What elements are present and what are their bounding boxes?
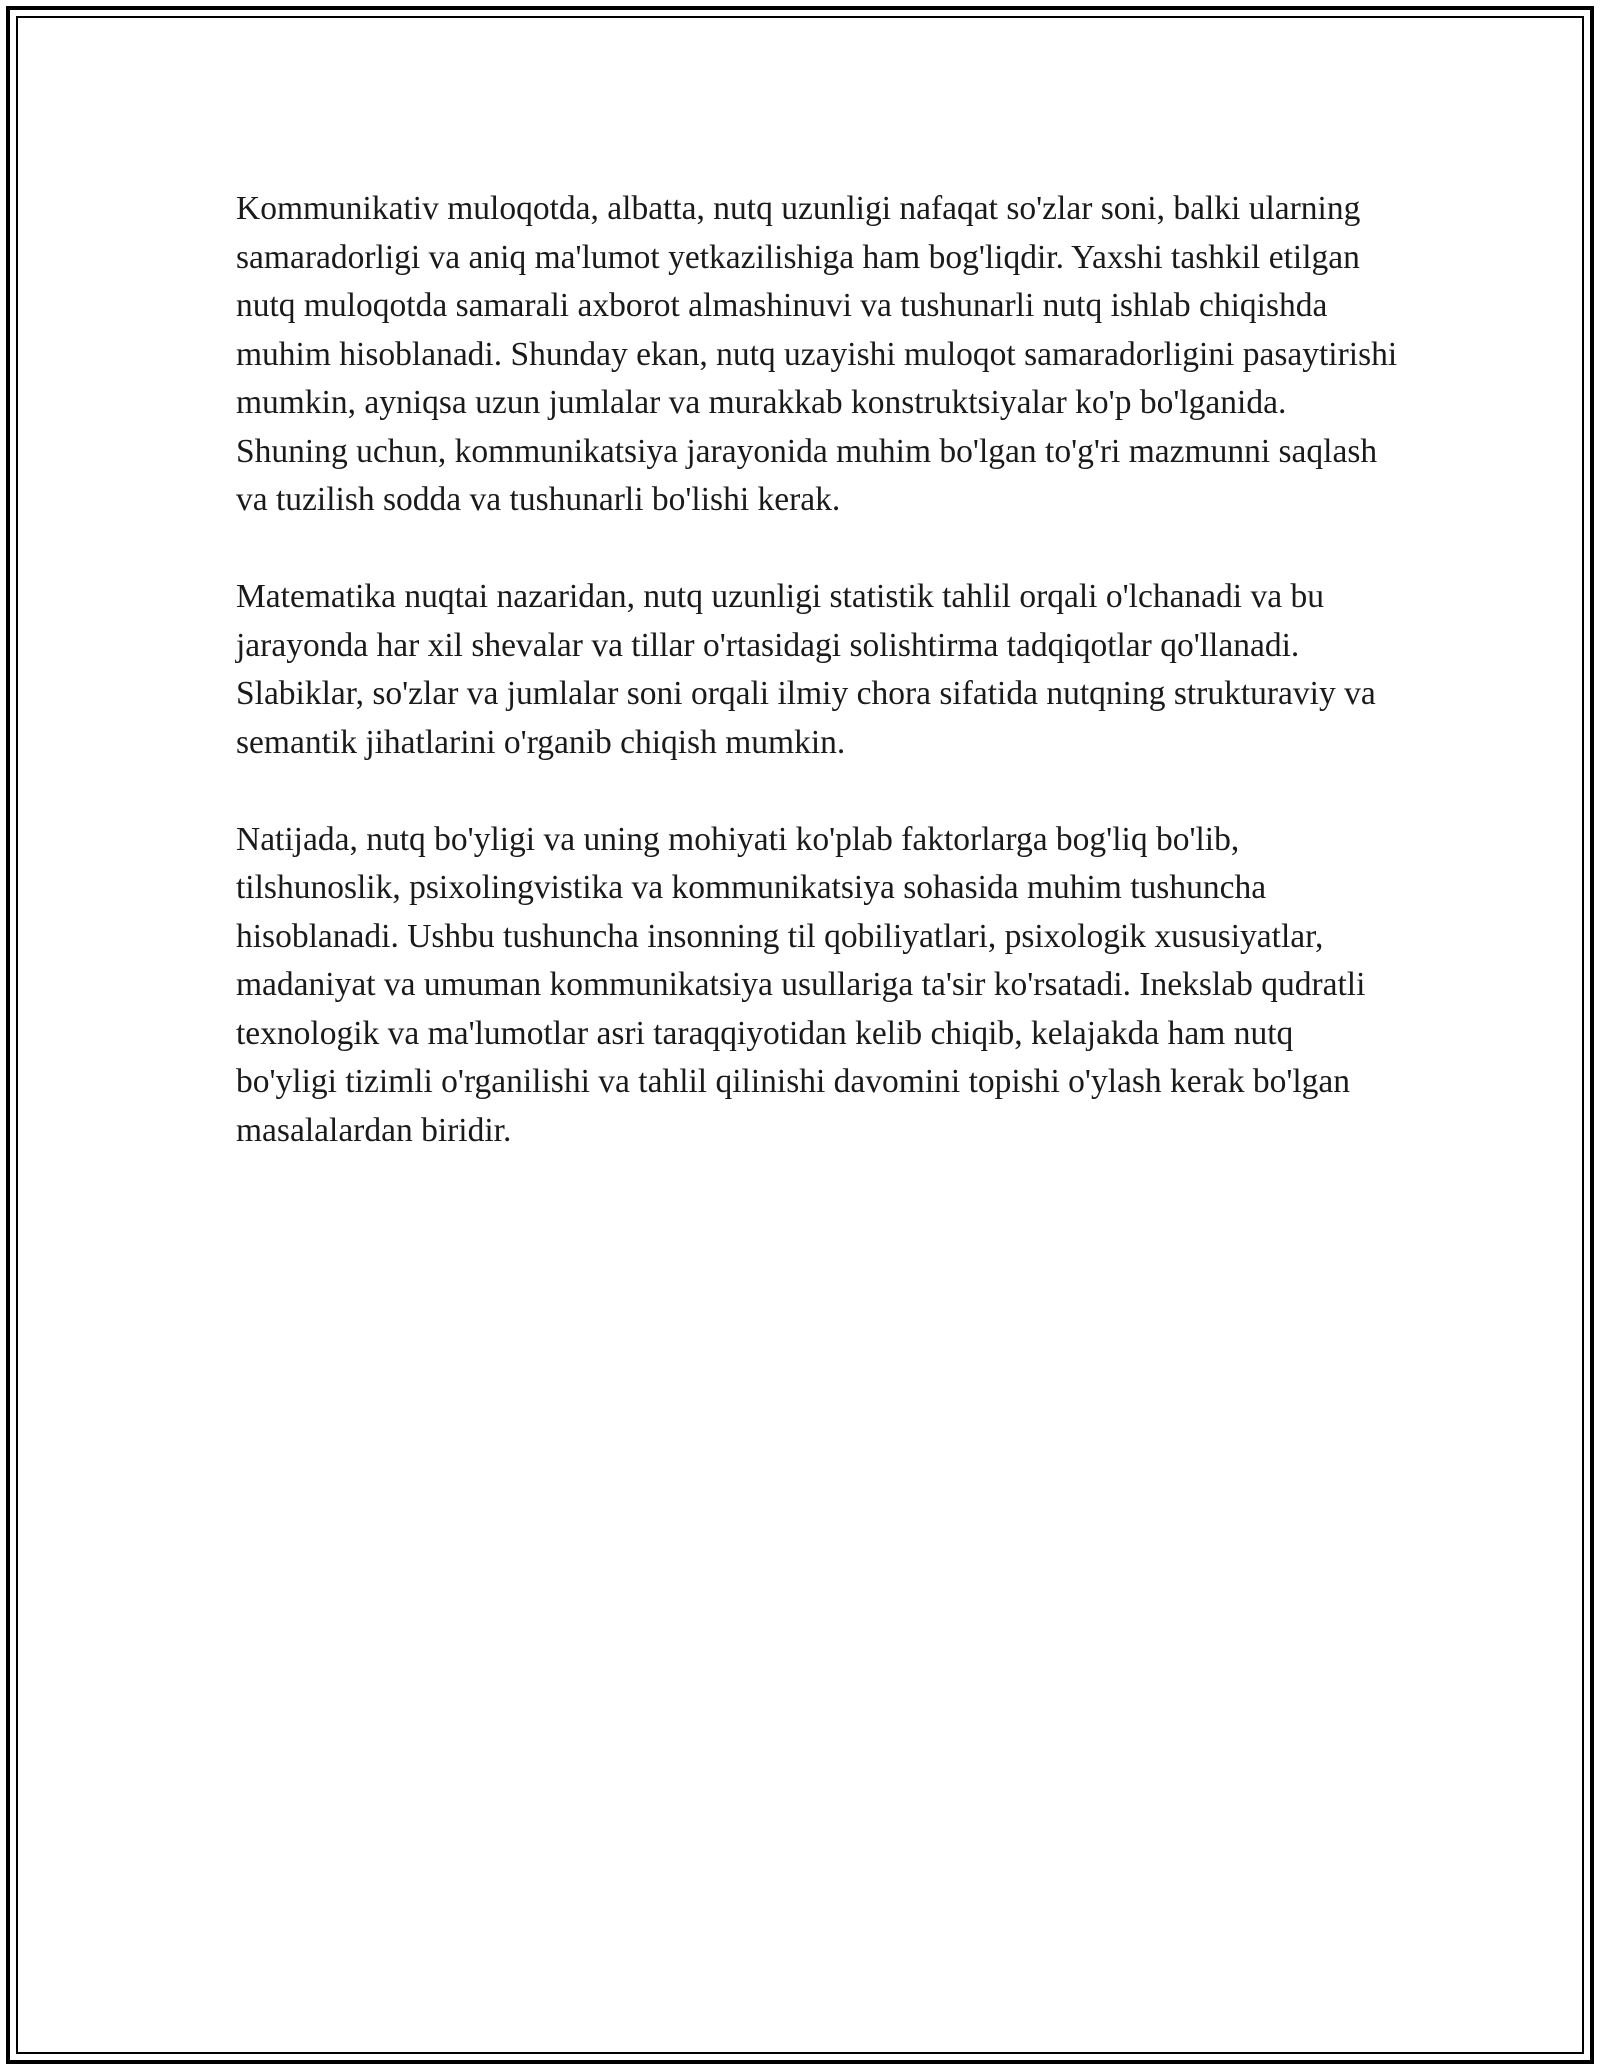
- paragraph-1: Kommunikativ muloqotda, albatta, nutq uzunligi nafaqat so'zlar soni, balki ularning samaradorligi va aniq ma'lumot yetkazilishiga ham bog'liqdir. Yaxshi tashkil etilgan nutq muloqotda samarali axborot almashinuvi va tushunarli nutq ishlab chiqishda muhim hisoblanadi. Shunday ekan, nutq uzayishi muloqot samaradorligini pasaytirishi mumkin, ayniqsa uzun jumlalar va murakkab konstruktsiyalar ko'p bo'lganida. Shuning uchun, kommunikatsiya jarayonida muhim bo'lgan to'g'ri mazmunni saqlash va tuzilish sodda va tushunarli bo'lishi kerak.: [236, 190, 1398, 518]
- paragraph-2: Matematika nuqtai nazaridan, nutq uzunligi statistik tahlil orqali o'lchanadi va bu jarayonda har xil shevalar va tillar o'rtasidagi solishtirma tadqiqotlar qo'llanadi. Slabiklar, so'zlar va jumlalar soni orqali ilmiy chora sifatida nutqning strukturaviy va semantik jihatlarini o'rganib chiqish mumkin.: [236, 578, 1376, 761]
- document-body: [236, 185, 1401, 1204]
- paragraph-3: Natijada, nutq bo'yligi va uning mohiyati ko'plab faktorlarga bog'liq bo'lib, tilshunoslik, psixolingvistika va kommunikatsiya sohasida muhim tushuncha hisoblanadi. Ushbu tushuncha insonning til qobiliyatlari, psixologik xususiyatlar, madaniyat va umuman kommunikatsiya usullariga ta'sir ko'rsatadi. Inekslab qudratli texnologik va ma'lumotlar asri taraqqiyotidan kelib chiqib, kelajakda ham nutq bo'yligi tizimli o'rganilishi va tahlil qilinishi davomini topishi o'ylash kerak bo'lgan masalalardan biridir.: [236, 820, 1366, 1149]
